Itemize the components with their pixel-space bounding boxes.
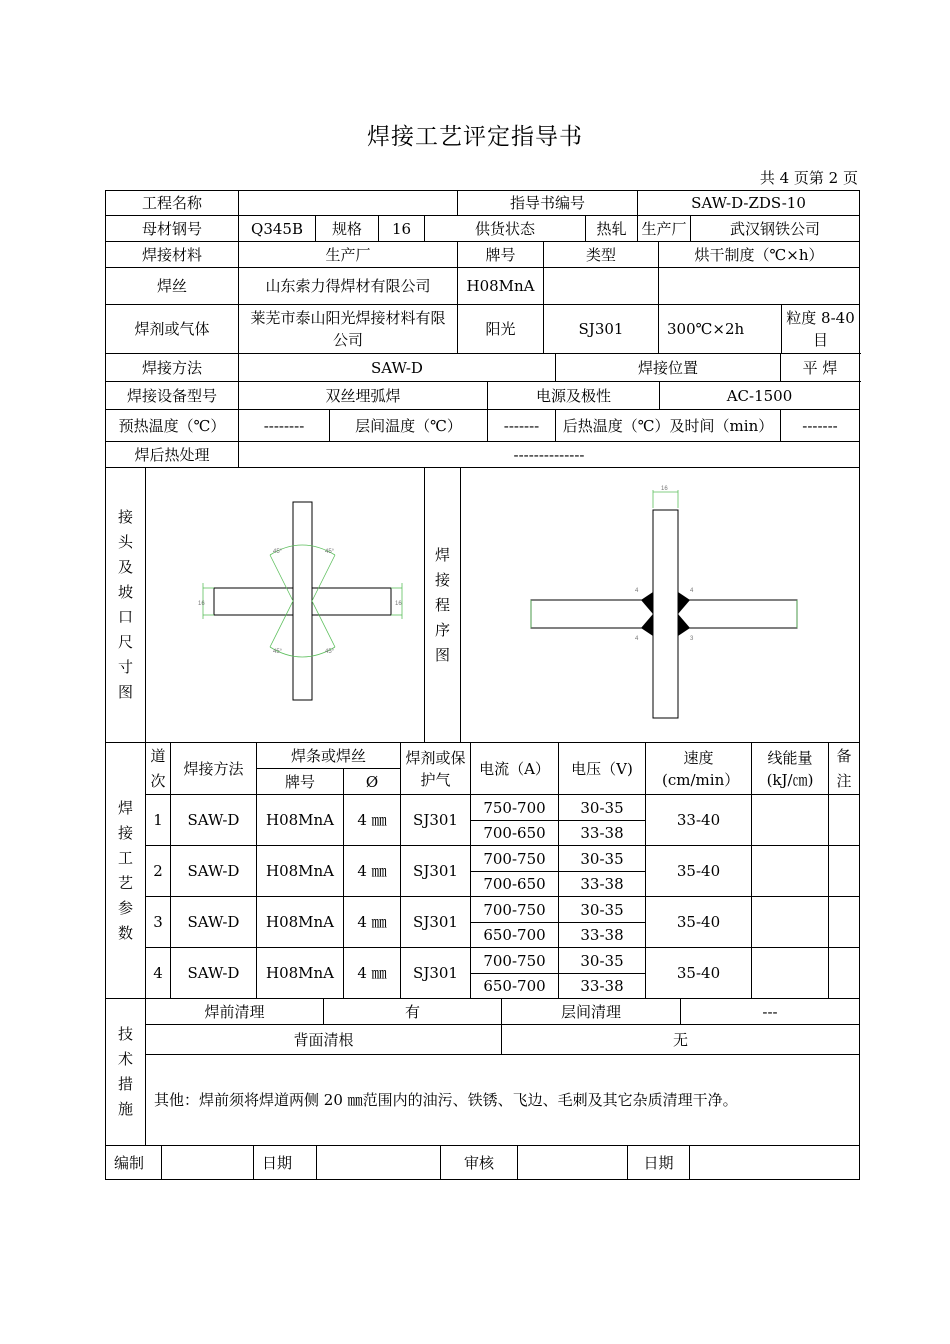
pass-note [829,897,860,948]
pass-note [829,846,860,897]
preheat-value: -------- [239,410,330,442]
pass-speed: 35-40 [646,897,752,948]
materials-table [105,241,860,354]
manufacturer-label: 生产厂 [638,216,691,242]
pass-current-1: 700-750 [471,846,559,872]
tech-measures-table [105,998,860,1146]
left-plate [531,600,653,628]
equipment-value: 双丝埋弧焊 [239,382,488,410]
pass-method: SAW-D [171,846,257,897]
header-speed: 速度(cm/min） [646,743,752,795]
tech-side-label: 技术措施 [118,1025,134,1118]
flux-label: 焊剂或气体 [106,305,239,354]
power-value: AC-1500 [660,382,860,410]
date2-value [690,1146,860,1180]
backgouge-label: 背面清根 [146,1025,502,1055]
pass-speed: 35-40 [646,846,752,897]
sequence-number: 4 [635,636,639,642]
pass-current-1: 700-750 [471,948,559,974]
header-heat-input: 线能量(kJ/㎝) [752,743,829,795]
wire-bake [659,268,860,305]
postheat-value: ------- [781,410,860,442]
project-name-label: 工程名称 [106,191,239,216]
materials-col-bake: 烘干制度（℃×h） [659,242,860,268]
vertical-plate [293,502,312,700]
sequence-number: 4 [635,588,639,594]
flux-factory: 莱芜市泰山阳光焊接材料有限公司 [239,305,458,354]
other-measures: 其他：焊前须将焊道两侧 20 ㎜范围内的油污、铁锈、飞边、毛刺及其它杂质清理干净。 [146,1055,860,1146]
pass-heat-input [752,948,829,999]
document-title: 焊接工艺评定指导书 [367,124,583,150]
right-plate [312,588,391,615]
header-method: 焊接方法 [171,743,257,795]
pass-voltage-1: 30-35 [559,897,646,923]
date2-label: 日期 [628,1146,690,1180]
flux-bake: 300℃×2h [659,305,782,354]
pass-brand: H08MnA [257,948,344,999]
equipment-table [105,381,860,410]
welding-sequence-drawing [515,482,815,727]
flux-brand: 阳光 [458,305,544,354]
date-value [317,1146,441,1180]
header-filler: 焊条或焊丝 [257,743,401,769]
pass-voltage-2: 33-38 [559,923,646,948]
position-value: 平 焊 [781,354,860,382]
pass-number: 1 [146,795,171,846]
left-plate [214,588,293,615]
materials-col-brand: 牌号 [458,242,544,268]
header-brand: 牌号 [257,769,344,795]
pass-note [829,948,860,999]
base-steel-value: Q345B [239,216,316,242]
pass-flux: SJ301 [401,897,471,948]
materials-col-factory: 生产厂 [239,242,458,268]
dim-label: 45° [273,549,283,555]
header-diameter: Ø [344,769,401,795]
dim-label: 45° [273,649,283,655]
dim-label: 45° [325,549,335,555]
backgouge-value: 无 [502,1025,860,1055]
doc-no-label: 指导书编号 [458,191,638,216]
pass-voltage-1: 30-35 [559,948,646,974]
compile-value [162,1146,254,1180]
interpass-label: 层间温度（℃） [330,410,488,442]
manufacturer-value: 武汉钢铁公司 [691,216,860,242]
vertical-plate [653,510,678,718]
pass-speed: 33-40 [646,795,752,846]
dim-label: 45° [325,649,335,655]
sequence-figure-label: 焊接程序图 [435,545,451,664]
interclean-value: --- [681,999,860,1025]
pass-number: 2 [146,846,171,897]
pass-flux: SJ301 [401,846,471,897]
pass-note [829,795,860,846]
pass-method: SAW-D [171,948,257,999]
pass-diameter: 4 ㎜ [344,846,401,897]
materials-col-type: 类型 [544,242,659,268]
joint-figure-label: 接头及坡口尺寸图 [118,508,134,701]
doc-no-value: SAW-D-ZDS-10 [638,191,860,216]
postheat-label: 后热温度（℃）及时间（min） [556,410,781,442]
pass-method: SAW-D [171,795,257,846]
position-label: 焊接位置 [556,354,781,382]
pass-heat-input [752,897,829,948]
dim-label: 16 [661,486,668,492]
pass-flux: SJ301 [401,795,471,846]
header-note: 备注 [836,746,852,790]
power-label: 电源及极性 [488,382,660,410]
base-steel-label: 母材钢号 [106,216,239,242]
joint-groove-drawing [195,495,410,710]
method-value: SAW-D [239,354,556,382]
dim-label: 16 [198,601,205,607]
materials-label: 焊接材料 [106,242,239,268]
signature-table [105,1145,860,1180]
right-plate [678,600,797,628]
equipment-label: 焊接设备型号 [106,382,239,410]
pass-speed: 35-40 [646,948,752,999]
flux-type: SJ301 [544,305,659,354]
review-value [518,1146,628,1180]
pass-current-2: 700-650 [471,821,559,846]
pass-diameter: 4 ㎜ [344,795,401,846]
pass-diameter: 4 ㎜ [344,897,401,948]
pass-heat-input [752,795,829,846]
pass-current-1: 700-750 [471,897,559,923]
pass-voltage-1: 30-35 [559,795,646,821]
preheat-label: 预热温度（℃） [106,410,239,442]
page-info: 共 4 页第 2 页 [759,169,858,187]
pass-voltage-2: 33-38 [559,872,646,897]
pass-heat-input [752,846,829,897]
pass-voltage-1: 30-35 [559,846,646,872]
spec-label: 规格 [316,216,379,242]
sequence-number: 3 [690,636,694,642]
pass-brand: H08MnA [257,795,344,846]
process-table [105,353,860,382]
header-flux: 焊剂或保护气 [401,743,471,795]
pass-current-1: 750-700 [471,795,559,821]
pass-number: 4 [146,948,171,999]
pass-voltage-2: 33-38 [559,974,646,999]
header-voltage: 电压（V) [559,743,646,795]
pass-voltage-2: 33-38 [559,821,646,846]
pwht-value: -------------- [239,442,860,468]
parameters-table [105,742,860,999]
compile-label: 编制 [106,1146,162,1180]
header-table [105,190,860,242]
pass-current-2: 700-650 [471,872,559,897]
wire-factory: 山东索力得焊材有限公司 [239,268,458,305]
sequence-number: 4 [690,588,694,594]
pass-brand: H08MnA [257,897,344,948]
pass-diameter: 4 ㎜ [344,948,401,999]
date-label: 日期 [254,1146,317,1180]
wire-brand: H08MnA [458,268,544,305]
pwht-label: 焊后热处理 [106,442,239,468]
wire-label: 焊丝 [106,268,239,305]
pass-current-2: 650-700 [471,974,559,999]
pass-number: 3 [146,897,171,948]
interpass-value: ------- [488,410,556,442]
pass-flux: SJ301 [401,948,471,999]
parameters-side-label: 焊接工艺参数 [118,798,134,942]
pass-current-2: 650-700 [471,923,559,948]
spec-value: 16 [379,216,425,242]
header-pass: 道次 [150,746,166,790]
pwht-table [105,441,860,468]
pass-method: SAW-D [171,897,257,948]
flux-grain: 粒度 8-40 目 [782,305,860,354]
preclean-value: 有 [324,999,502,1025]
method-label: 焊接方法 [106,354,239,382]
pass-brand: H08MnA [257,846,344,897]
interclean-label: 层间清理 [502,999,681,1025]
supply-state-value: 热轧 [586,216,638,242]
temperature-table [105,409,860,442]
review-label: 审核 [441,1146,518,1180]
supply-state-label: 供货状态 [425,216,586,242]
preclean-label: 焊前清理 [146,999,324,1025]
dim-label: 16 [395,601,402,607]
project-name-value [239,191,458,216]
wire-type [544,268,659,305]
header-current: 电流（A） [471,743,559,795]
